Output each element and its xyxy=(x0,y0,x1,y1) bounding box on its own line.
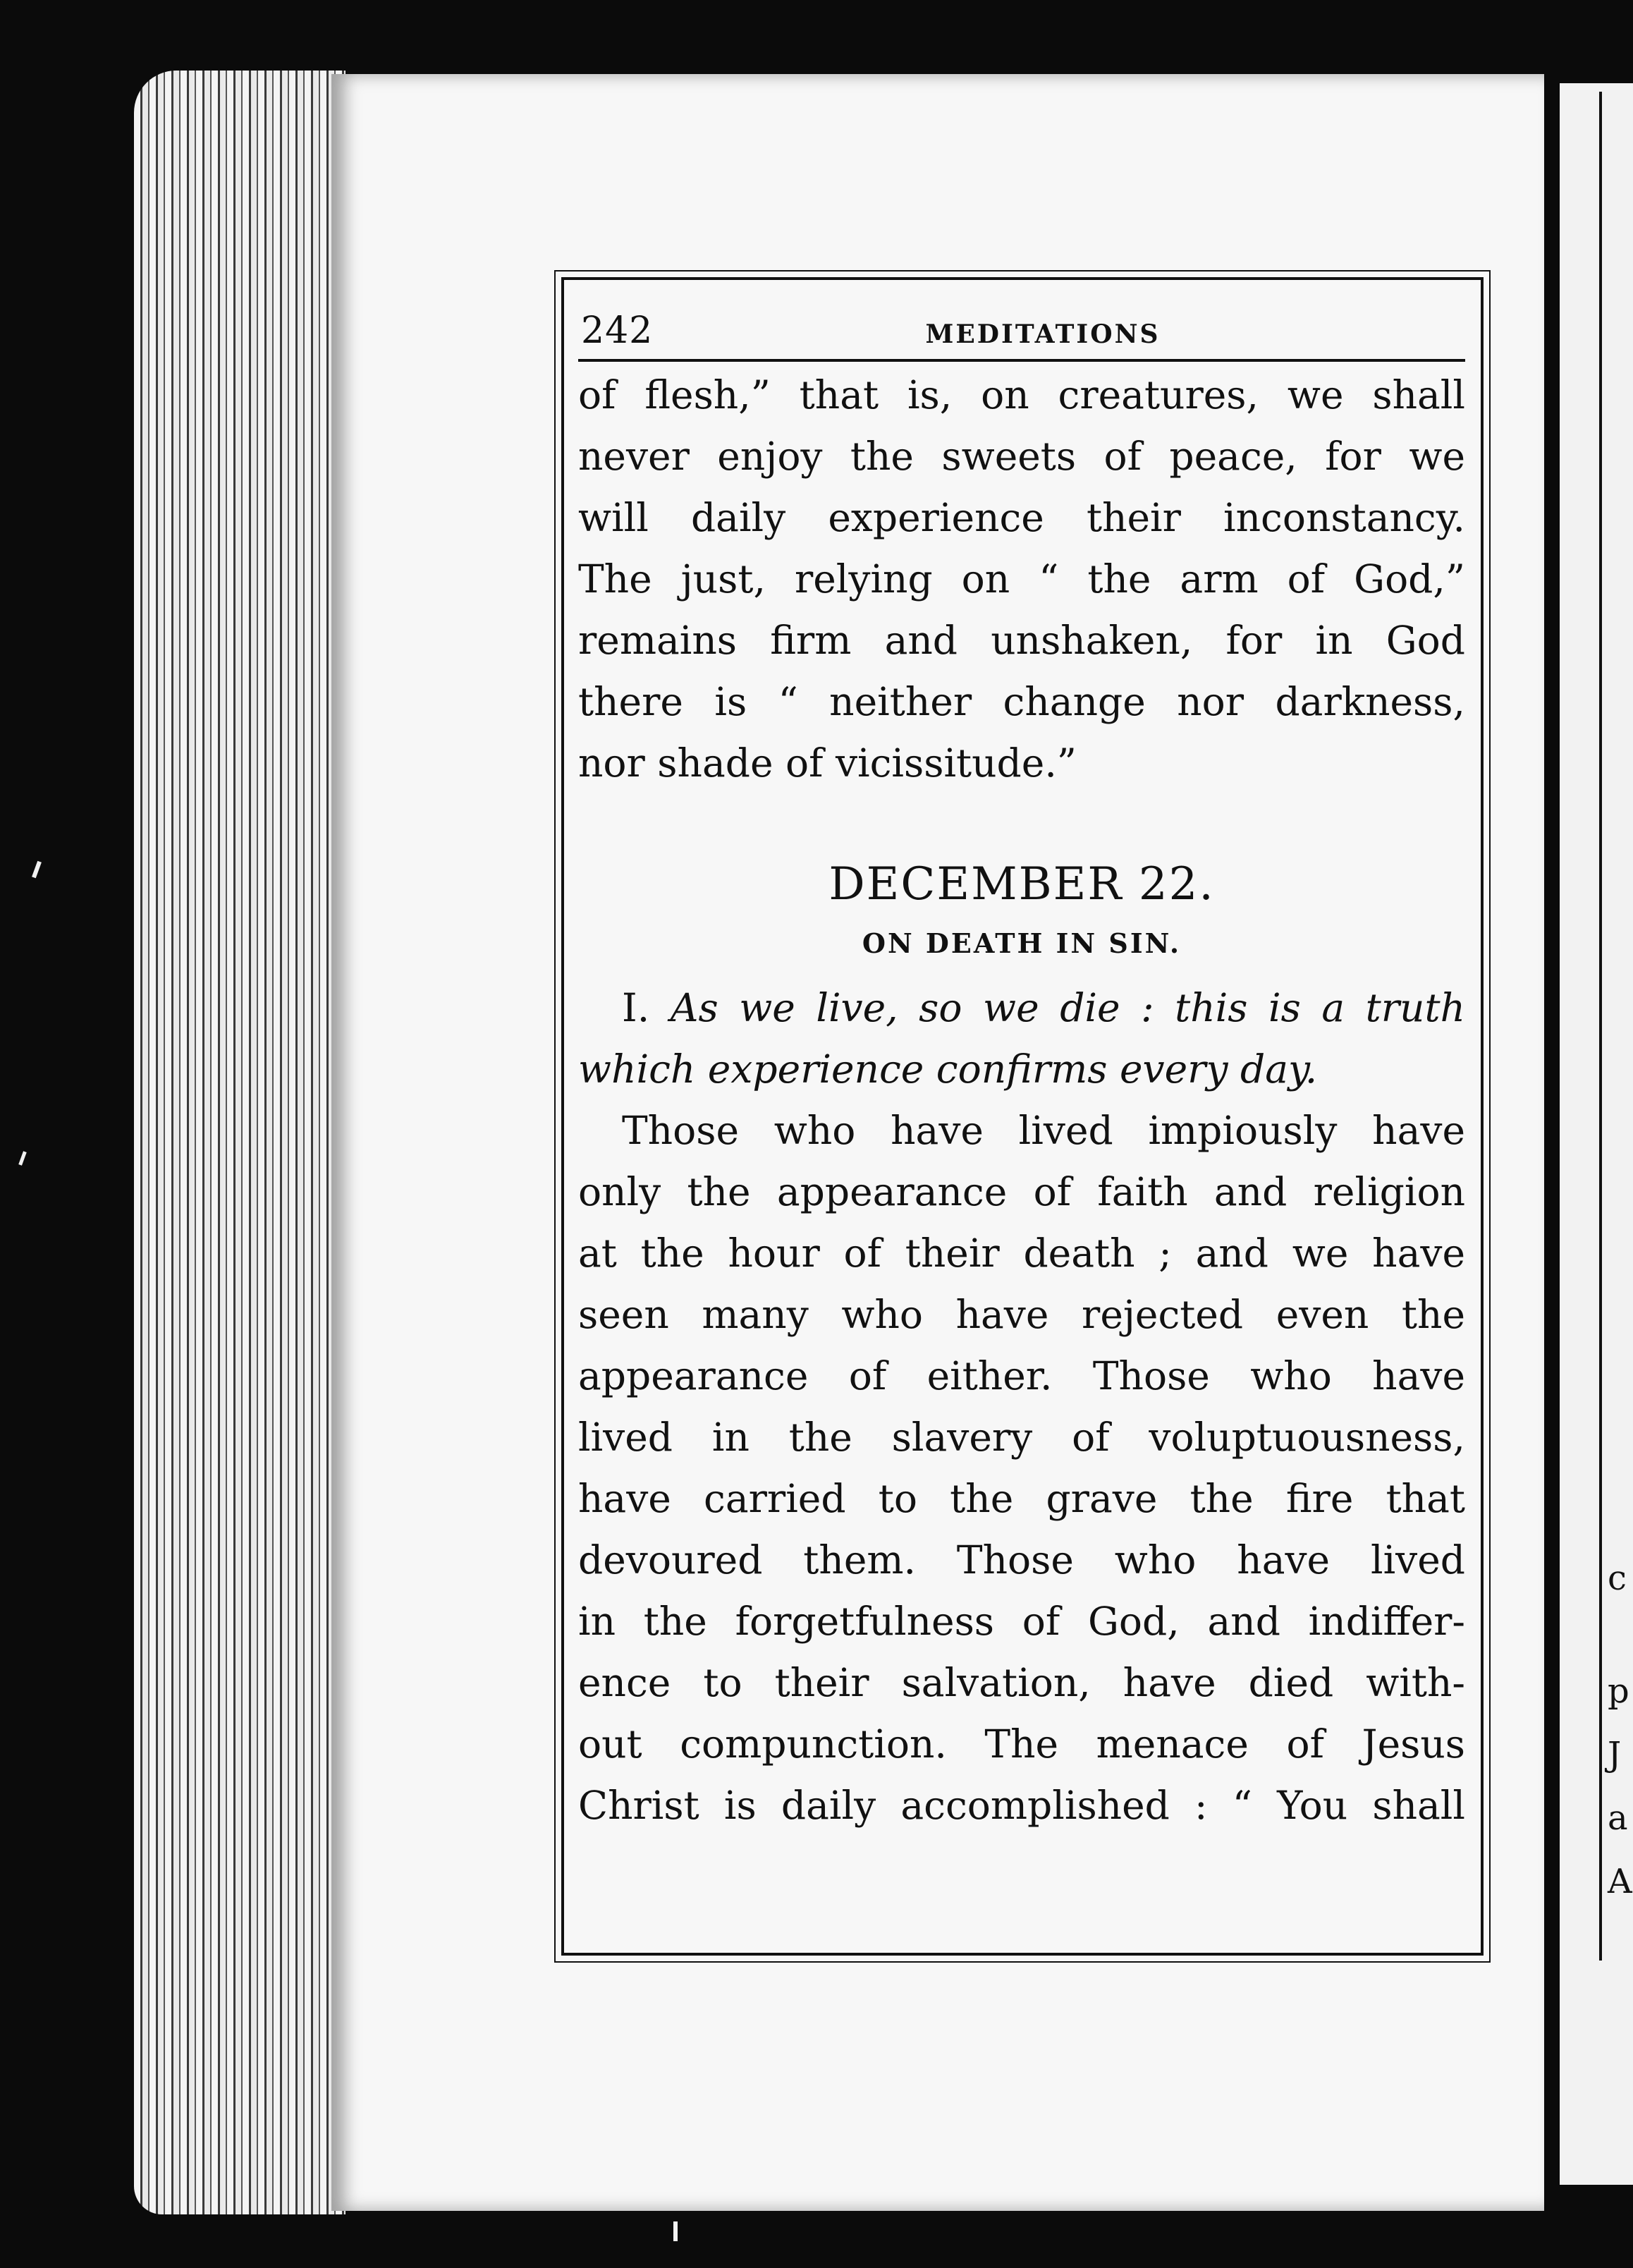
text-line: seen many who have rejected even the xyxy=(578,1292,1465,1337)
text-block xyxy=(578,295,1465,1939)
point-text: As we live, so we die : this is a truth xyxy=(670,985,1466,1030)
text-line: nor shade of vicissitude.” xyxy=(578,740,1077,786)
scan-speck xyxy=(673,2221,678,2241)
text-line: lived in the slavery of voluptuousness, xyxy=(578,1415,1465,1460)
section-subtitle: ON DEATH IN SIN. xyxy=(862,927,1182,959)
printed-text-frame xyxy=(561,277,1484,1956)
point-numeral: I. xyxy=(622,985,650,1030)
text-line: appearance of either. Those who have xyxy=(578,1353,1465,1398)
text-line: devoured them. Those who have lived xyxy=(578,1537,1465,1583)
page-edge-stack xyxy=(134,71,345,2214)
section-title: DECEMBER 22. xyxy=(828,858,1215,910)
adjacent-page-fragment: c xyxy=(1608,1559,1627,1598)
point-text: which experience confirms every day. xyxy=(578,1047,1318,1092)
text-line: in the forgetfulness of God, and indiffer- xyxy=(578,1599,1465,1644)
adjacent-page-fragment: a xyxy=(1608,1798,1628,1838)
adjacent-page-fragment: J xyxy=(1608,1735,1622,1774)
scan-speck xyxy=(18,1151,27,1166)
text-line xyxy=(578,1039,1465,1100)
running-title: MEDITATIONS xyxy=(925,319,1161,349)
point-heading xyxy=(578,977,1465,1100)
text-line: The just, relying on “ the arm of God,” xyxy=(578,556,1465,602)
text-line: remains firm and unshaken, for in God xyxy=(578,618,1465,663)
text-line: have carried to the grave the fire that xyxy=(578,1476,1465,1521)
adjacent-page-fragment: A xyxy=(1608,1862,1632,1901)
scan-speck xyxy=(32,861,42,879)
text-line: only the appearance of faith and religion xyxy=(578,1169,1465,1214)
text-line: of flesh,” that is, on creatures, we shall xyxy=(578,372,1465,417)
text-line: never enjoy the sweets of peace, for we xyxy=(578,434,1465,479)
text-line xyxy=(578,977,1465,1039)
text-line: there is “ neither change nor darkness, xyxy=(578,679,1465,724)
text-line: will daily experience their inconstancy. xyxy=(578,495,1465,540)
running-head xyxy=(578,295,1465,362)
page-number: 242 xyxy=(581,310,654,352)
body-paragraph xyxy=(578,1100,1465,1836)
text-line: at the hour of their death ; and we have xyxy=(578,1231,1465,1276)
continued-paragraph xyxy=(578,365,1465,794)
text-line: ence to their salvation, have died with- xyxy=(578,1660,1465,1705)
text-line: out compunction. The menace of Jesus xyxy=(578,1721,1465,1767)
adjacent-page-frame xyxy=(1599,92,1633,1961)
adjacent-page-fragment: p xyxy=(1608,1671,1629,1711)
text-line: Christ is daily accomplished : “ You shall xyxy=(578,1783,1465,1828)
text-line: Those who have lived impiously have xyxy=(622,1108,1465,1153)
